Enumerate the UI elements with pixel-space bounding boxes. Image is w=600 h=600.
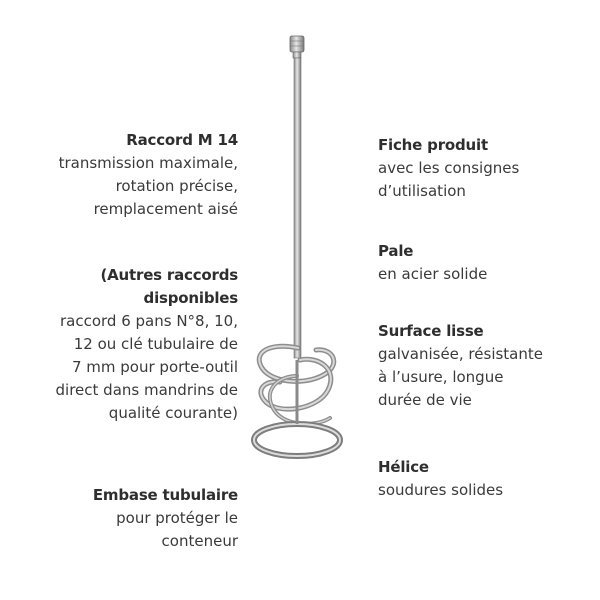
- feature-raccord-m14: [59, 129, 238, 221]
- feature-text: raccord 6 pans N°8, 10,: [60, 312, 238, 330]
- feature-title: Hélice: [378, 458, 429, 476]
- feature-text: avec les consignes: [378, 159, 520, 177]
- feature-title: Pale: [378, 242, 414, 260]
- feature-smooth-surface: [378, 320, 543, 412]
- feature-blade: [378, 240, 487, 286]
- feature-helix: [378, 456, 503, 502]
- feature-title: Raccord M 14: [126, 131, 238, 149]
- shaft: [294, 58, 301, 358]
- feature-text: qualité courante): [108, 404, 238, 422]
- feature-text: galvanisée, résistante: [378, 345, 543, 363]
- feature-title: Surface lisse: [378, 322, 484, 340]
- feature-text: transmission maximale,: [58, 154, 238, 172]
- feature-text: pour protéger le: [116, 509, 238, 527]
- feature-title: disponibles: [143, 289, 238, 307]
- feature-title: (Autres raccords: [100, 266, 238, 284]
- feature-text: remplacement aisé: [93, 200, 238, 218]
- feature-text: 12 ou clé tubulaire de: [73, 335, 238, 353]
- feature-text: d’utilisation: [378, 182, 466, 200]
- feature-title: Fiche produit: [378, 136, 488, 154]
- feature-tubular-base: [93, 484, 238, 553]
- feature-other-couplings: [56, 264, 238, 425]
- feature-text: en acier solide: [378, 265, 488, 283]
- feature-text: soudures solides: [378, 481, 504, 499]
- feature-text: à l’usure, longue: [378, 368, 504, 386]
- feature-text: durée de vie: [378, 391, 472, 409]
- feature-text: conteneur: [161, 532, 238, 550]
- feature-text: direct dans mandrins de: [55, 381, 238, 399]
- feature-text: 7 mm pour porte-outil: [71, 358, 238, 376]
- feature-product-sheet: [378, 134, 519, 203]
- coupling-nut: [290, 36, 304, 58]
- feature-title: Embase tubulaire: [92, 486, 238, 504]
- mixer-paddle-illustration: [240, 30, 360, 470]
- feature-text: rotation précise,: [115, 177, 238, 195]
